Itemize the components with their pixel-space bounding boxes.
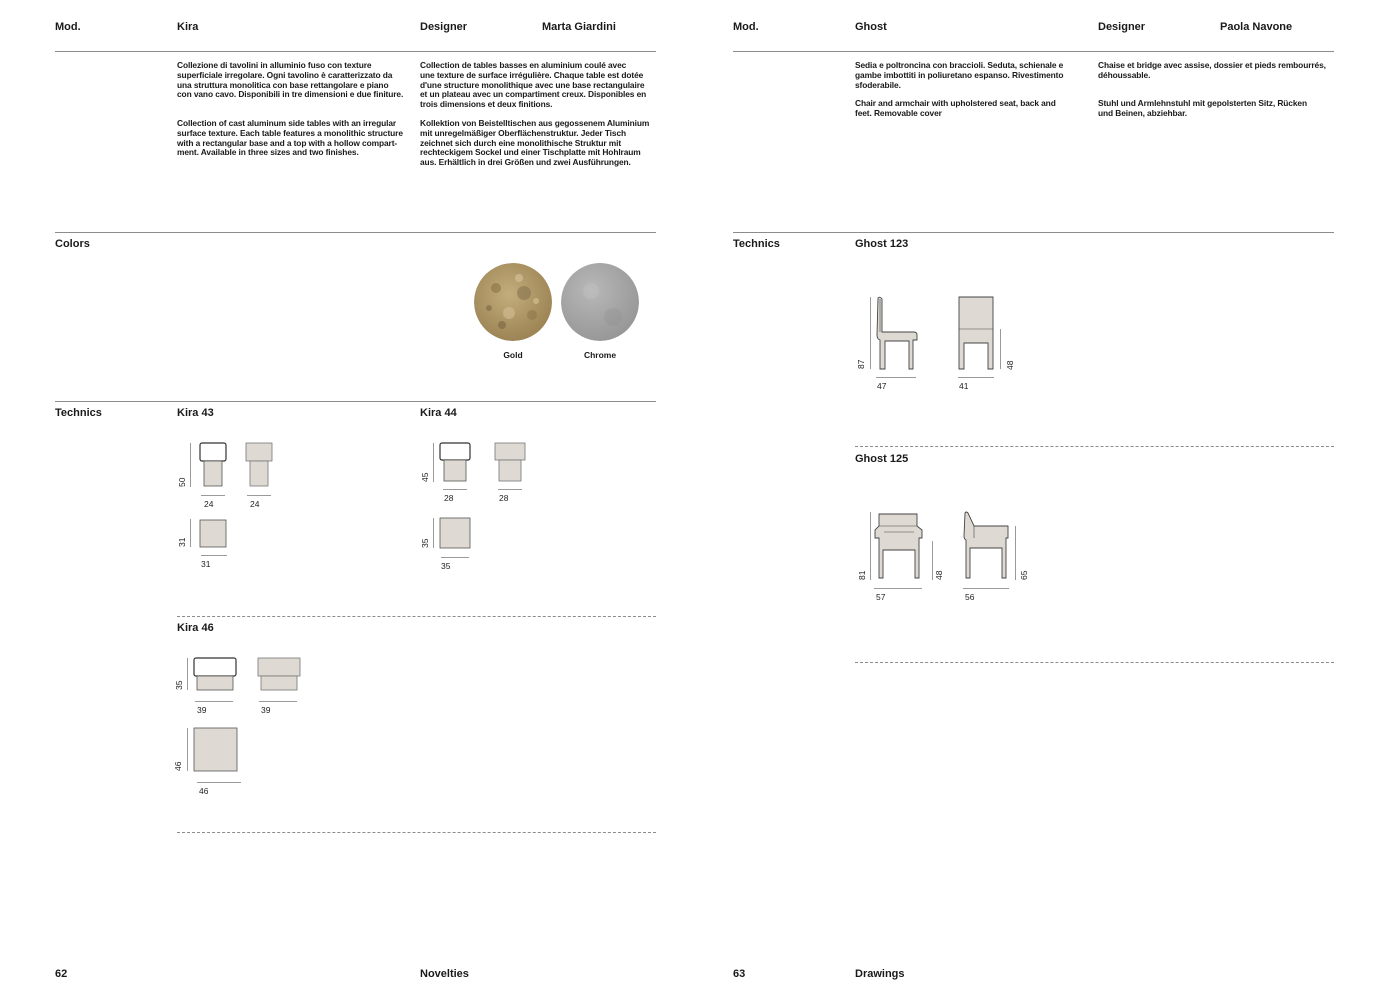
colors-label: Colors bbox=[55, 238, 90, 250]
designer-label: Designer bbox=[420, 21, 468, 33]
kira-43-top-height: 31 bbox=[177, 537, 187, 547]
ghost-125-side-view bbox=[962, 510, 1012, 580]
ghost-125-arm-height-2: 65 bbox=[1019, 570, 1029, 580]
mod-label: Mod. bbox=[55, 21, 81, 33]
right-page-section: Drawings bbox=[855, 968, 905, 980]
chrome-label: Chrome bbox=[583, 350, 617, 360]
kira-46-side-view bbox=[257, 657, 303, 693]
header-divider bbox=[55, 51, 656, 52]
ghost-dashed-divider-2 bbox=[855, 662, 1334, 663]
ghost-123-height: 87 bbox=[856, 359, 866, 369]
kira-46-title: Kira 46 bbox=[177, 622, 214, 634]
kira-44-top-width: 35 bbox=[441, 561, 451, 571]
description-german: Kollektion von Beistelltischen aus gegossenem Aluminium mit unregelmäßiger Oberflächenstruktur. Jeder Tisch zeichnet sich durch eine monolithische Struktur mit rechteckigem Sockel und einer Tischplatte mit Hohlraum aus. Erhältlich in drei Größen und zwei Ausführungen. bbox=[420, 118, 650, 168]
kira-44-title: Kira 44 bbox=[420, 407, 457, 419]
ghost-125-width: 57 bbox=[876, 592, 886, 602]
gold-swatch bbox=[474, 263, 552, 341]
technics-divider bbox=[55, 401, 656, 402]
technics-divider bbox=[733, 232, 1334, 233]
kira-44-front-view bbox=[439, 442, 473, 484]
description-french: Chaise et bridge avec assise, dossier et pieds rembourrés, déhoussable. bbox=[1098, 60, 1326, 80]
ghost-123-depth: 47 bbox=[877, 381, 887, 391]
ghost-123-front-view bbox=[957, 295, 997, 371]
kira-44-width-1: 28 bbox=[444, 493, 454, 503]
kira-46-front-view bbox=[193, 657, 239, 693]
model-name: Kira bbox=[177, 21, 199, 33]
description-german: Stuhl und Armlehnstuhl mit gepolsterten Sitz, Rücken und Beinen, abziehbar. bbox=[1098, 98, 1307, 118]
chrome-swatch bbox=[561, 263, 639, 341]
kira-43-width-2: 24 bbox=[250, 499, 260, 509]
technics-label: Technics bbox=[55, 407, 102, 419]
designer-name: Paola Navone bbox=[1220, 21, 1293, 33]
kira-43-side-view bbox=[245, 442, 275, 488]
ghost-125-front-view bbox=[873, 510, 925, 580]
ghost-123-width: 41 bbox=[959, 381, 969, 391]
colors-divider bbox=[55, 232, 656, 233]
kira-46-top-width: 46 bbox=[199, 786, 209, 796]
kira-46-top-height: 46 bbox=[173, 761, 183, 771]
header-divider bbox=[733, 51, 1334, 52]
kira-43-title: Kira 43 bbox=[177, 407, 214, 419]
ghost-123-side-view bbox=[874, 295, 918, 371]
right-page-number: 63 bbox=[733, 968, 746, 980]
description-italian: Sedia e poltroncina con braccioli. Seduta, schienale e gambe imbottiti in poliuretano espanso. Rivestimento sfoderabile. bbox=[855, 60, 1064, 90]
ghost-123-title: Ghost 123 bbox=[855, 238, 909, 250]
gold-label: Gold bbox=[503, 350, 523, 360]
kira-44-top-height: 35 bbox=[420, 538, 430, 548]
ghost-125-height: 81 bbox=[857, 570, 867, 580]
ghost-dashed-divider-1 bbox=[855, 446, 1334, 447]
technics-label: Technics bbox=[733, 238, 780, 250]
description-french: Collection de tables basses en aluminium coulé avec une texture de surface irrégulière. Chaque table est dotée d'une structure monolithique avec une base rectangulaire et un plateau avec un compartiment creux. Disponibles en trois dimensions et deux finitions. bbox=[420, 60, 647, 110]
mod-label: Mod. bbox=[733, 21, 759, 33]
kira-dashed-divider-2 bbox=[177, 832, 656, 833]
kira-44-side-view bbox=[494, 442, 528, 484]
kira-44-width-2: 28 bbox=[499, 493, 509, 503]
designer-label: Designer bbox=[1098, 21, 1146, 33]
designer-name: Marta Giardini bbox=[542, 21, 616, 33]
kira-43-front-view bbox=[199, 442, 229, 488]
ghost-125-depth: 56 bbox=[965, 592, 975, 602]
kira-43-height: 50 bbox=[177, 477, 187, 487]
kira-46-height: 35 bbox=[174, 680, 184, 690]
kira-dashed-divider-1 bbox=[177, 616, 656, 617]
kira-43-top-view bbox=[199, 519, 229, 549]
kira-43-width-1: 24 bbox=[204, 499, 214, 509]
kira-44-top-view bbox=[439, 517, 473, 551]
kira-44-height: 45 bbox=[420, 472, 430, 482]
description-italian: Collezione di tavolini in alluminio fuso con texture superficiale irregolare. Ogni tavolino è caratterizzato da una struttura monolitica con base rettangolare e piano con vano cavo. Disponibili in tre dimensioni e due finiture. bbox=[177, 60, 404, 100]
description-english: Collection of cast aluminum side tables with an irregular surface texture. Each table features a monolithic structure with a rectangular base and a top with a hollow compart- ment. Available in three sizes and two finishes. bbox=[177, 118, 403, 158]
left-page-section: Novelties bbox=[420, 968, 469, 980]
kira-46-width-1: 39 bbox=[197, 705, 207, 715]
description-english: Chair and armchair with upholstered seat, back and feet. Removable cover bbox=[855, 98, 1056, 118]
ghost-125-arm-height: 48 bbox=[934, 570, 944, 580]
kira-43-top-width: 31 bbox=[201, 559, 211, 569]
model-name: Ghost bbox=[855, 21, 887, 33]
left-page-number: 62 bbox=[55, 968, 68, 980]
ghost-125-title: Ghost 125 bbox=[855, 453, 909, 465]
kira-46-width-2: 39 bbox=[261, 705, 271, 715]
kira-46-top-view bbox=[193, 727, 239, 773]
ghost-123-seat-height: 48 bbox=[1005, 360, 1015, 370]
